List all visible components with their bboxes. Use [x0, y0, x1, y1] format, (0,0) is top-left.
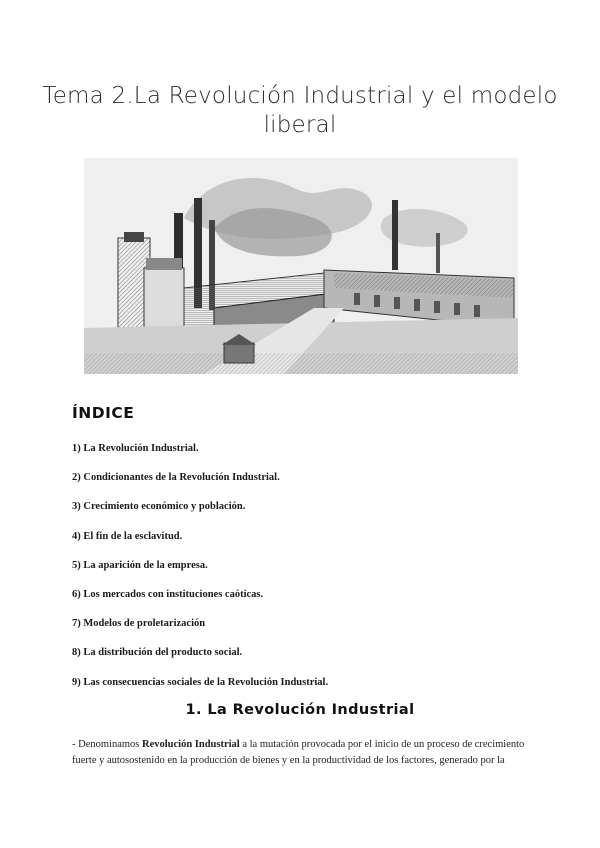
- toc-item: 9) Las consecuencias sociales de la Revolución Industrial.: [72, 676, 329, 688]
- toc-item: 1) La Revolución Industrial.: [72, 443, 199, 454]
- toc-item: 5) La aparición de la empresa.: [72, 559, 208, 571]
- toc-item: 8) La distribución del producto social.: [72, 647, 243, 659]
- table-of-contents: [72, 443, 328, 706]
- paragraph-bold-term: Revolución Industrial: [142, 739, 240, 750]
- section-heading: 1. La Revolución Industrial: [185, 702, 415, 718]
- paragraph-prefix: - Denominamos: [72, 739, 142, 750]
- document-title: Tema 2.La Revolución Industrial y el modelo liberal: [42, 83, 558, 138]
- toc-item: 2) Condicionantes de la Revolución Industrial.: [72, 472, 280, 484]
- toc-item: 3) Crecimiento económico y población.: [72, 501, 246, 513]
- section-paragraph: [72, 737, 532, 769]
- toc-item: 6) Los mercados con instituciones caóticas.: [72, 588, 264, 600]
- toc-item: 4) El fin de la esclavitud.: [72, 530, 183, 542]
- paragraph-text: a la mutación provocada por el inicio de un proceso de crecimiento fuerte y autosostenido en la producción de bienes y en la productividad de los factores, generado por la: [72, 739, 525, 766]
- industrial-factory-engraving: [84, 158, 518, 374]
- index-heading: ÍNDICE: [72, 404, 135, 422]
- toc-item: 7) Modelos de proletarización: [72, 618, 206, 630]
